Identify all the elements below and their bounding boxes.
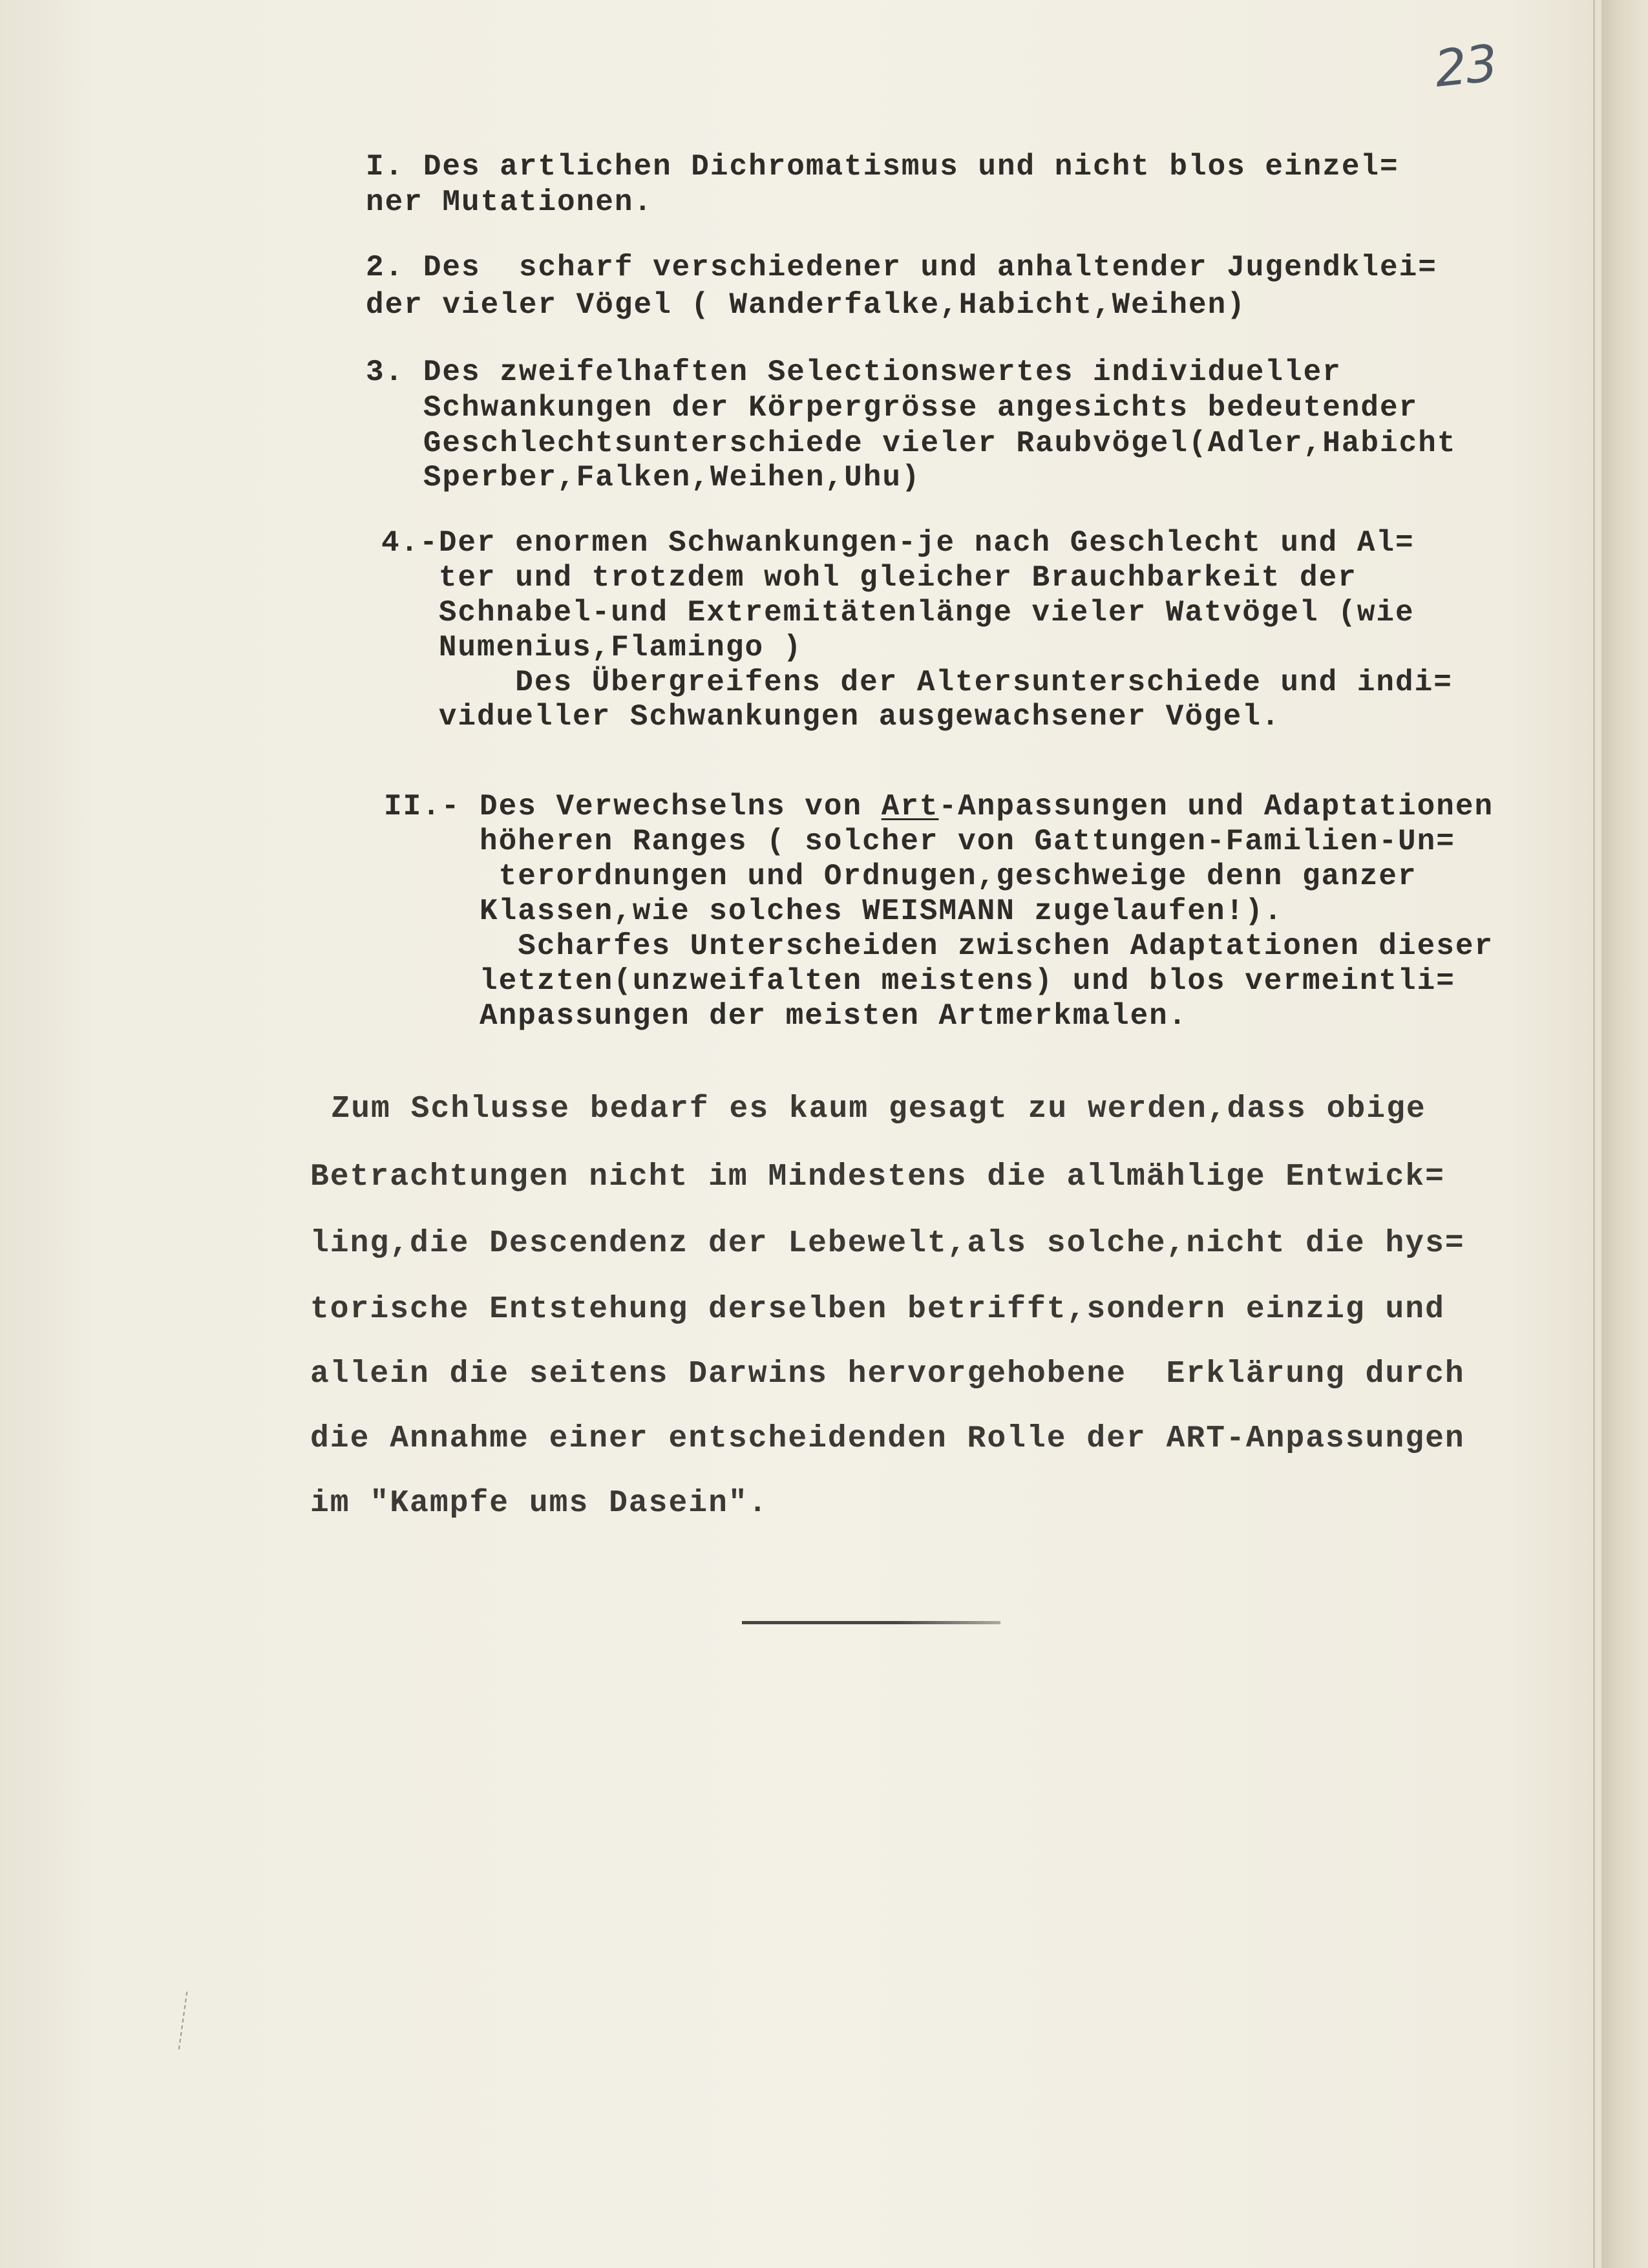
item-2-line: der vieler Vögel ( Wanderfalke,Habicht,Weihen) [366, 288, 1246, 322]
closing-line: die Annahme einer entscheidenden Rolle der ART-Anpassungen [310, 1421, 1465, 1456]
item-ii-line: II.- Des Verwechselns von Art-Anpassungen und Adaptationen [384, 790, 1494, 823]
item-4-line: Numenius,Flamingo ) [381, 631, 803, 664]
item-ii-line: Anpassungen der meisten Artmerkmalen. [384, 999, 1188, 1033]
underlined-art-word: Art [881, 790, 939, 823]
item-ii-line: höheren Ranges ( solcher von Gattungen-Familien-Un= [384, 825, 1455, 858]
item-1-line: ner Mutationen. [366, 185, 653, 219]
item-3-line: 3. Des zweifelhaften Selectionswertes individueller [366, 355, 1342, 389]
item-2-line: 2. Des scharf verschiedener und anhaltender Jugendklei= [366, 251, 1437, 284]
item-4-line: Des Übergreifens der Altersunterschiede und indi= [381, 666, 1453, 699]
closing-line: ling,die Descendenz der Lebewelt,als solche,nicht die hys= [310, 1226, 1465, 1261]
closing-line: torische Entstehung derselben betrifft,sondern einzig und [310, 1292, 1445, 1327]
item-4-line: vidueller Schwankungen ausgewachsener Vögel. [381, 700, 1281, 734]
page-fold-line [1593, 0, 1595, 2268]
closing-line: im "Kampfe ums Dasein". [310, 1486, 768, 1521]
item-4-line: ter und trotzdem wohl gleicher Brauchbarkeit der [381, 561, 1357, 595]
page-edge-shadow [1601, 0, 1648, 2268]
closing-line: Betrachtungen nicht im Mindestens die allmählige Entwick= [310, 1160, 1445, 1194]
item-3-line: Geschlechtsunterschiede vieler Raubvögel(Adler,Habicht [366, 427, 1457, 460]
item-ii-line: terordnungen und Ordnugen,geschweige denn ganzer [384, 860, 1417, 893]
item-4-line: 4.-Der enormen Schwankungen-je nach Geschlecht und Al= [381, 526, 1415, 560]
item-ii-line: letzten(unzweifalten meistens) und blos vermeintli= [384, 964, 1455, 998]
item-1-line: I. Des artlichen Dichromatismus und nicht blos einzel= [366, 150, 1399, 184]
item-3-line: Sperber,Falken,Weihen,Uhu) [366, 461, 921, 494]
closing-line: Zum Schlusse bedarf es kaum gesagt zu werden,dass obige [271, 1092, 1426, 1127]
item-ii-line: Klassen,wie solches WEISMANN zugelaufen!). [384, 895, 1284, 928]
item-4-line: Schnabel-und Extremitätenlänge vieler Watvögel (wie [381, 596, 1415, 630]
item-ii-line: Scharfes Unterscheiden zwischen Adaptationen dieser [384, 929, 1494, 963]
closing-line: allein die seitens Darwins hervorgehobene Erklärung durch [310, 1357, 1465, 1392]
item-3-line: Schwankungen der Körpergrösse angesichts bedeutender [366, 391, 1419, 425]
end-rule-divider [742, 1621, 1000, 1624]
margin-pencil-mark [178, 1991, 195, 2050]
page-number: 23 [1431, 34, 1499, 99]
